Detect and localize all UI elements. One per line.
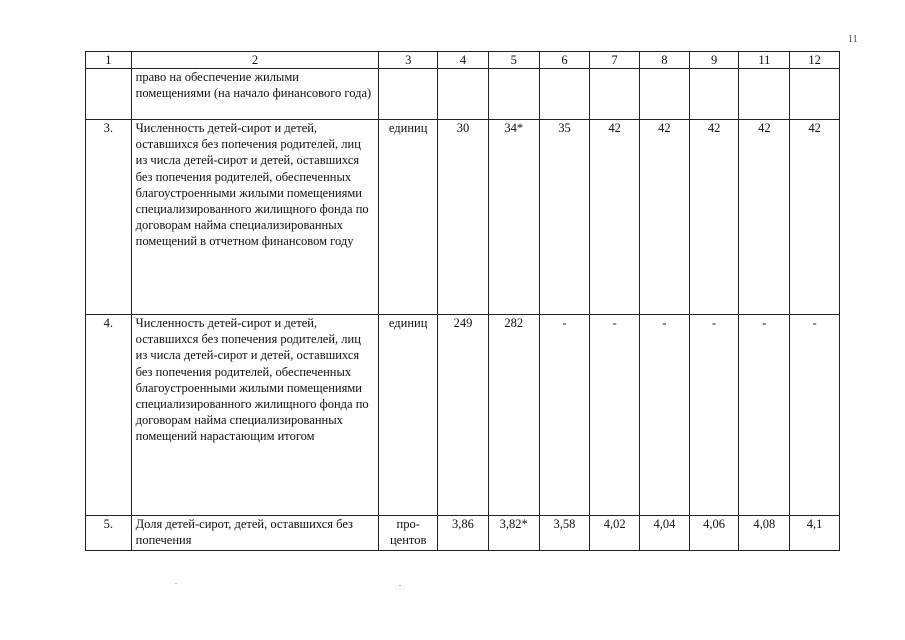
indicator-description: Доля детей-сирот, детей, оставшихся без попечения — [131, 516, 379, 551]
table-row — [86, 69, 840, 120]
column-header: 8 — [640, 52, 690, 69]
page-number: 11 — [848, 34, 858, 45]
column-header: 7 — [590, 52, 640, 69]
column-number-row — [86, 52, 840, 69]
value-cell: 42 — [640, 120, 690, 315]
value-cell: 42 — [689, 120, 739, 315]
value-cell: 249 — [438, 315, 489, 516]
value-cell — [539, 69, 590, 120]
value-cell: 4,04 — [640, 516, 690, 551]
unit-cell: единиц — [379, 120, 438, 315]
row-number: 3. — [86, 120, 132, 315]
value-cell: 4,08 — [739, 516, 790, 551]
value-cell: 3,86 — [438, 516, 489, 551]
indicators-table — [85, 51, 840, 551]
table-row — [86, 516, 840, 551]
value-cell: 282 — [488, 315, 539, 516]
value-cell — [438, 69, 489, 120]
value-cell — [689, 69, 739, 120]
value-cell — [590, 69, 640, 120]
column-header: 6 — [539, 52, 590, 69]
value-cell — [790, 69, 840, 120]
value-cell — [640, 69, 690, 120]
column-header: 9 — [689, 52, 739, 69]
column-header: 12 — [790, 52, 840, 69]
value-cell: - — [640, 315, 690, 516]
value-cell: 42 — [590, 120, 640, 315]
value-cell: 30 — [438, 120, 489, 315]
row-number: 4. — [86, 315, 132, 516]
value-cell: 35 — [539, 120, 590, 315]
value-cell: 3,82* — [488, 516, 539, 551]
value-cell: 4,02 — [590, 516, 640, 551]
value-cell: 4,1 — [790, 516, 840, 551]
unit-cell — [379, 69, 438, 120]
indicator-description: право на обеспечение жилыми помещениями (на начало финансового года) — [131, 69, 379, 120]
column-header: 2 — [131, 52, 379, 69]
value-cell: 34* — [488, 120, 539, 315]
value-cell: 3,58 — [539, 516, 590, 551]
table-row — [86, 315, 840, 516]
scan-speck — [175, 583, 177, 584]
indicator-description: Численность детей-сирот и детей, оставшихся без попечения родителей, лиц из числа детей-сирот и детей, оставшихся без попечения родителей, обеспеченных благоустроенными жилыми помещениями специализированного жилищного фонда по договорам найма специализированных помещений в отчетном финансовом году — [131, 120, 379, 315]
row-number — [86, 69, 132, 120]
column-header: 3 — [379, 52, 438, 69]
value-cell: - — [590, 315, 640, 516]
unit-cell: про- центов — [379, 516, 438, 551]
value-cell: - — [689, 315, 739, 516]
column-header: 5 — [488, 52, 539, 69]
column-header: 11 — [739, 52, 790, 69]
value-cell — [739, 69, 790, 120]
value-cell: - — [790, 315, 840, 516]
indicator-description: Численность детей-сирот и детей, оставшихся без попечения родителей, лиц из числа детей-сирот и детей, оставшихся без попечения родителей, обеспеченных благоустроенными жилыми помещениями специализированного жилищного фонда по договорам найма специализированных помещений нарастающим итогом — [131, 315, 379, 516]
value-cell: 42 — [739, 120, 790, 315]
unit-cell: единиц — [379, 315, 438, 516]
value-cell: - — [539, 315, 590, 516]
row-number: 5. — [86, 516, 132, 551]
value-cell: 4,06 — [689, 516, 739, 551]
value-cell: - — [739, 315, 790, 516]
value-cell — [488, 69, 539, 120]
column-header: 1 — [86, 52, 132, 69]
column-header: 4 — [438, 52, 489, 69]
value-cell: 42 — [790, 120, 840, 315]
table-row — [86, 120, 840, 315]
scan-speck — [399, 585, 401, 586]
